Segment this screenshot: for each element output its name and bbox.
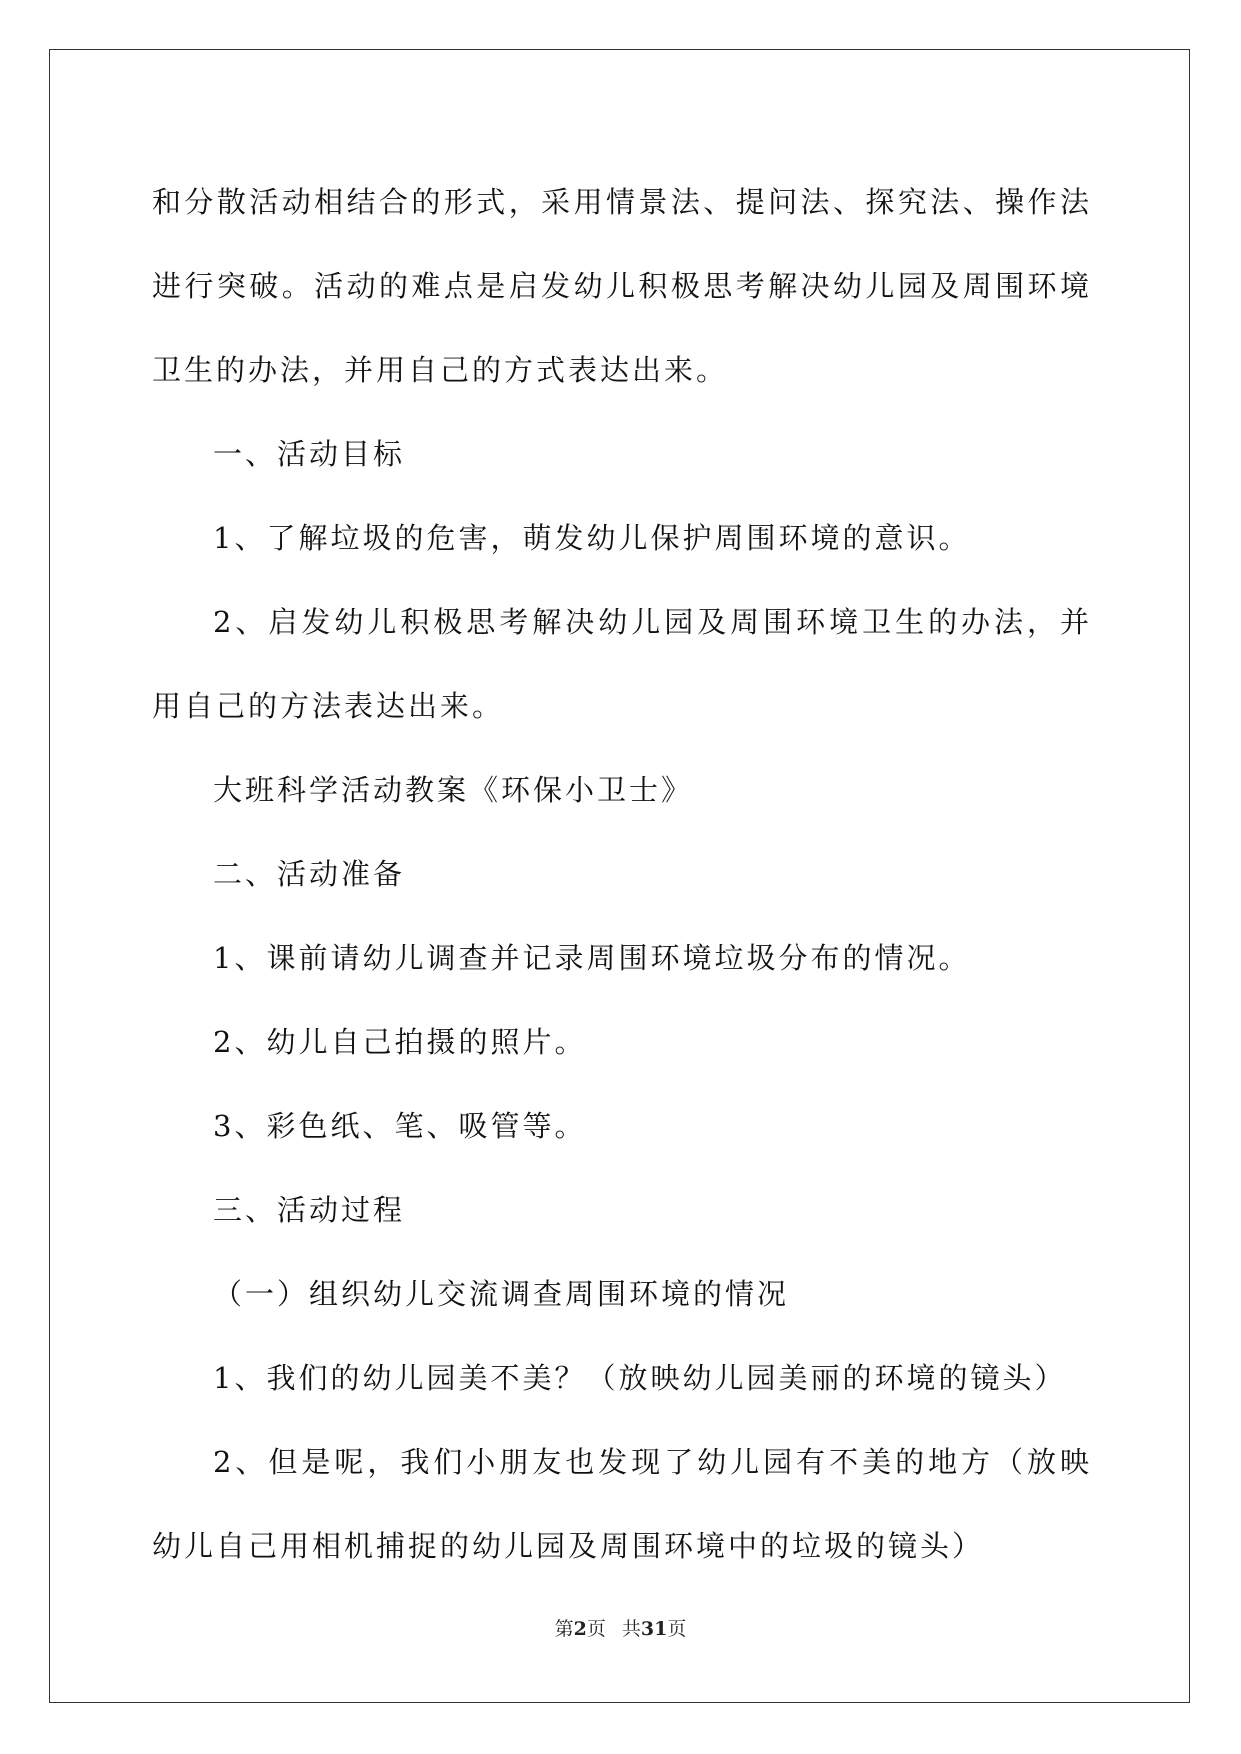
- list-item: 3、彩色纸、笔、吸管等。: [213, 1109, 587, 1143]
- section-heading: 一、活动目标: [213, 437, 406, 471]
- list-item: 2、启发幼儿积极思考解决幼儿园及周围环境卫生的办法，并用自己的方法表达出来。: [152, 605, 1092, 723]
- document-body: [152, 160, 1092, 1588]
- list-item: 2、但是呢，我们小朋友也发现了幼儿园有不美的地方（放映幼儿自己用相机捕捉的幼儿园及周围环境中的垃圾的镜头）: [152, 1445, 1092, 1563]
- list-item: 1、了解垃圾的危害，萌发幼儿保护周围环境的意识。: [213, 521, 971, 555]
- page-suffix: 页: [586, 1618, 606, 1640]
- page-prefix: 第: [554, 1618, 574, 1640]
- list-item: 1、课前请幼儿调查并记录周围环境垃圾分布的情况。: [213, 941, 971, 975]
- section-heading: 三、活动过程: [213, 1193, 406, 1227]
- paragraph: 和分散活动相结合的形式，采用情景法、提问法、探究法、操作法进行突破。活动的难点是启发幼儿积极思考解决幼儿园及周围环境卫生的办法，并用自己的方式表达出来。: [152, 185, 1092, 387]
- subsection-heading: （一）组织幼儿交流调查周围环境的情况: [213, 1277, 790, 1311]
- total-pages: 31: [640, 1618, 668, 1640]
- page-footer: [0, 1614, 1241, 1641]
- section-heading: 二、活动准备: [213, 857, 406, 891]
- list-item: 2、幼儿自己拍摄的照片。: [213, 1025, 587, 1059]
- page-number: 2: [573, 1618, 587, 1640]
- total-suffix: 页: [667, 1618, 687, 1640]
- list-item: 1、我们的幼儿园美不美？（放映幼儿园美丽的环境的镜头）: [213, 1361, 1067, 1395]
- total-prefix: 共: [621, 1618, 641, 1640]
- document-title-line: 大班科学活动教案《环保小卫士》: [213, 773, 694, 807]
